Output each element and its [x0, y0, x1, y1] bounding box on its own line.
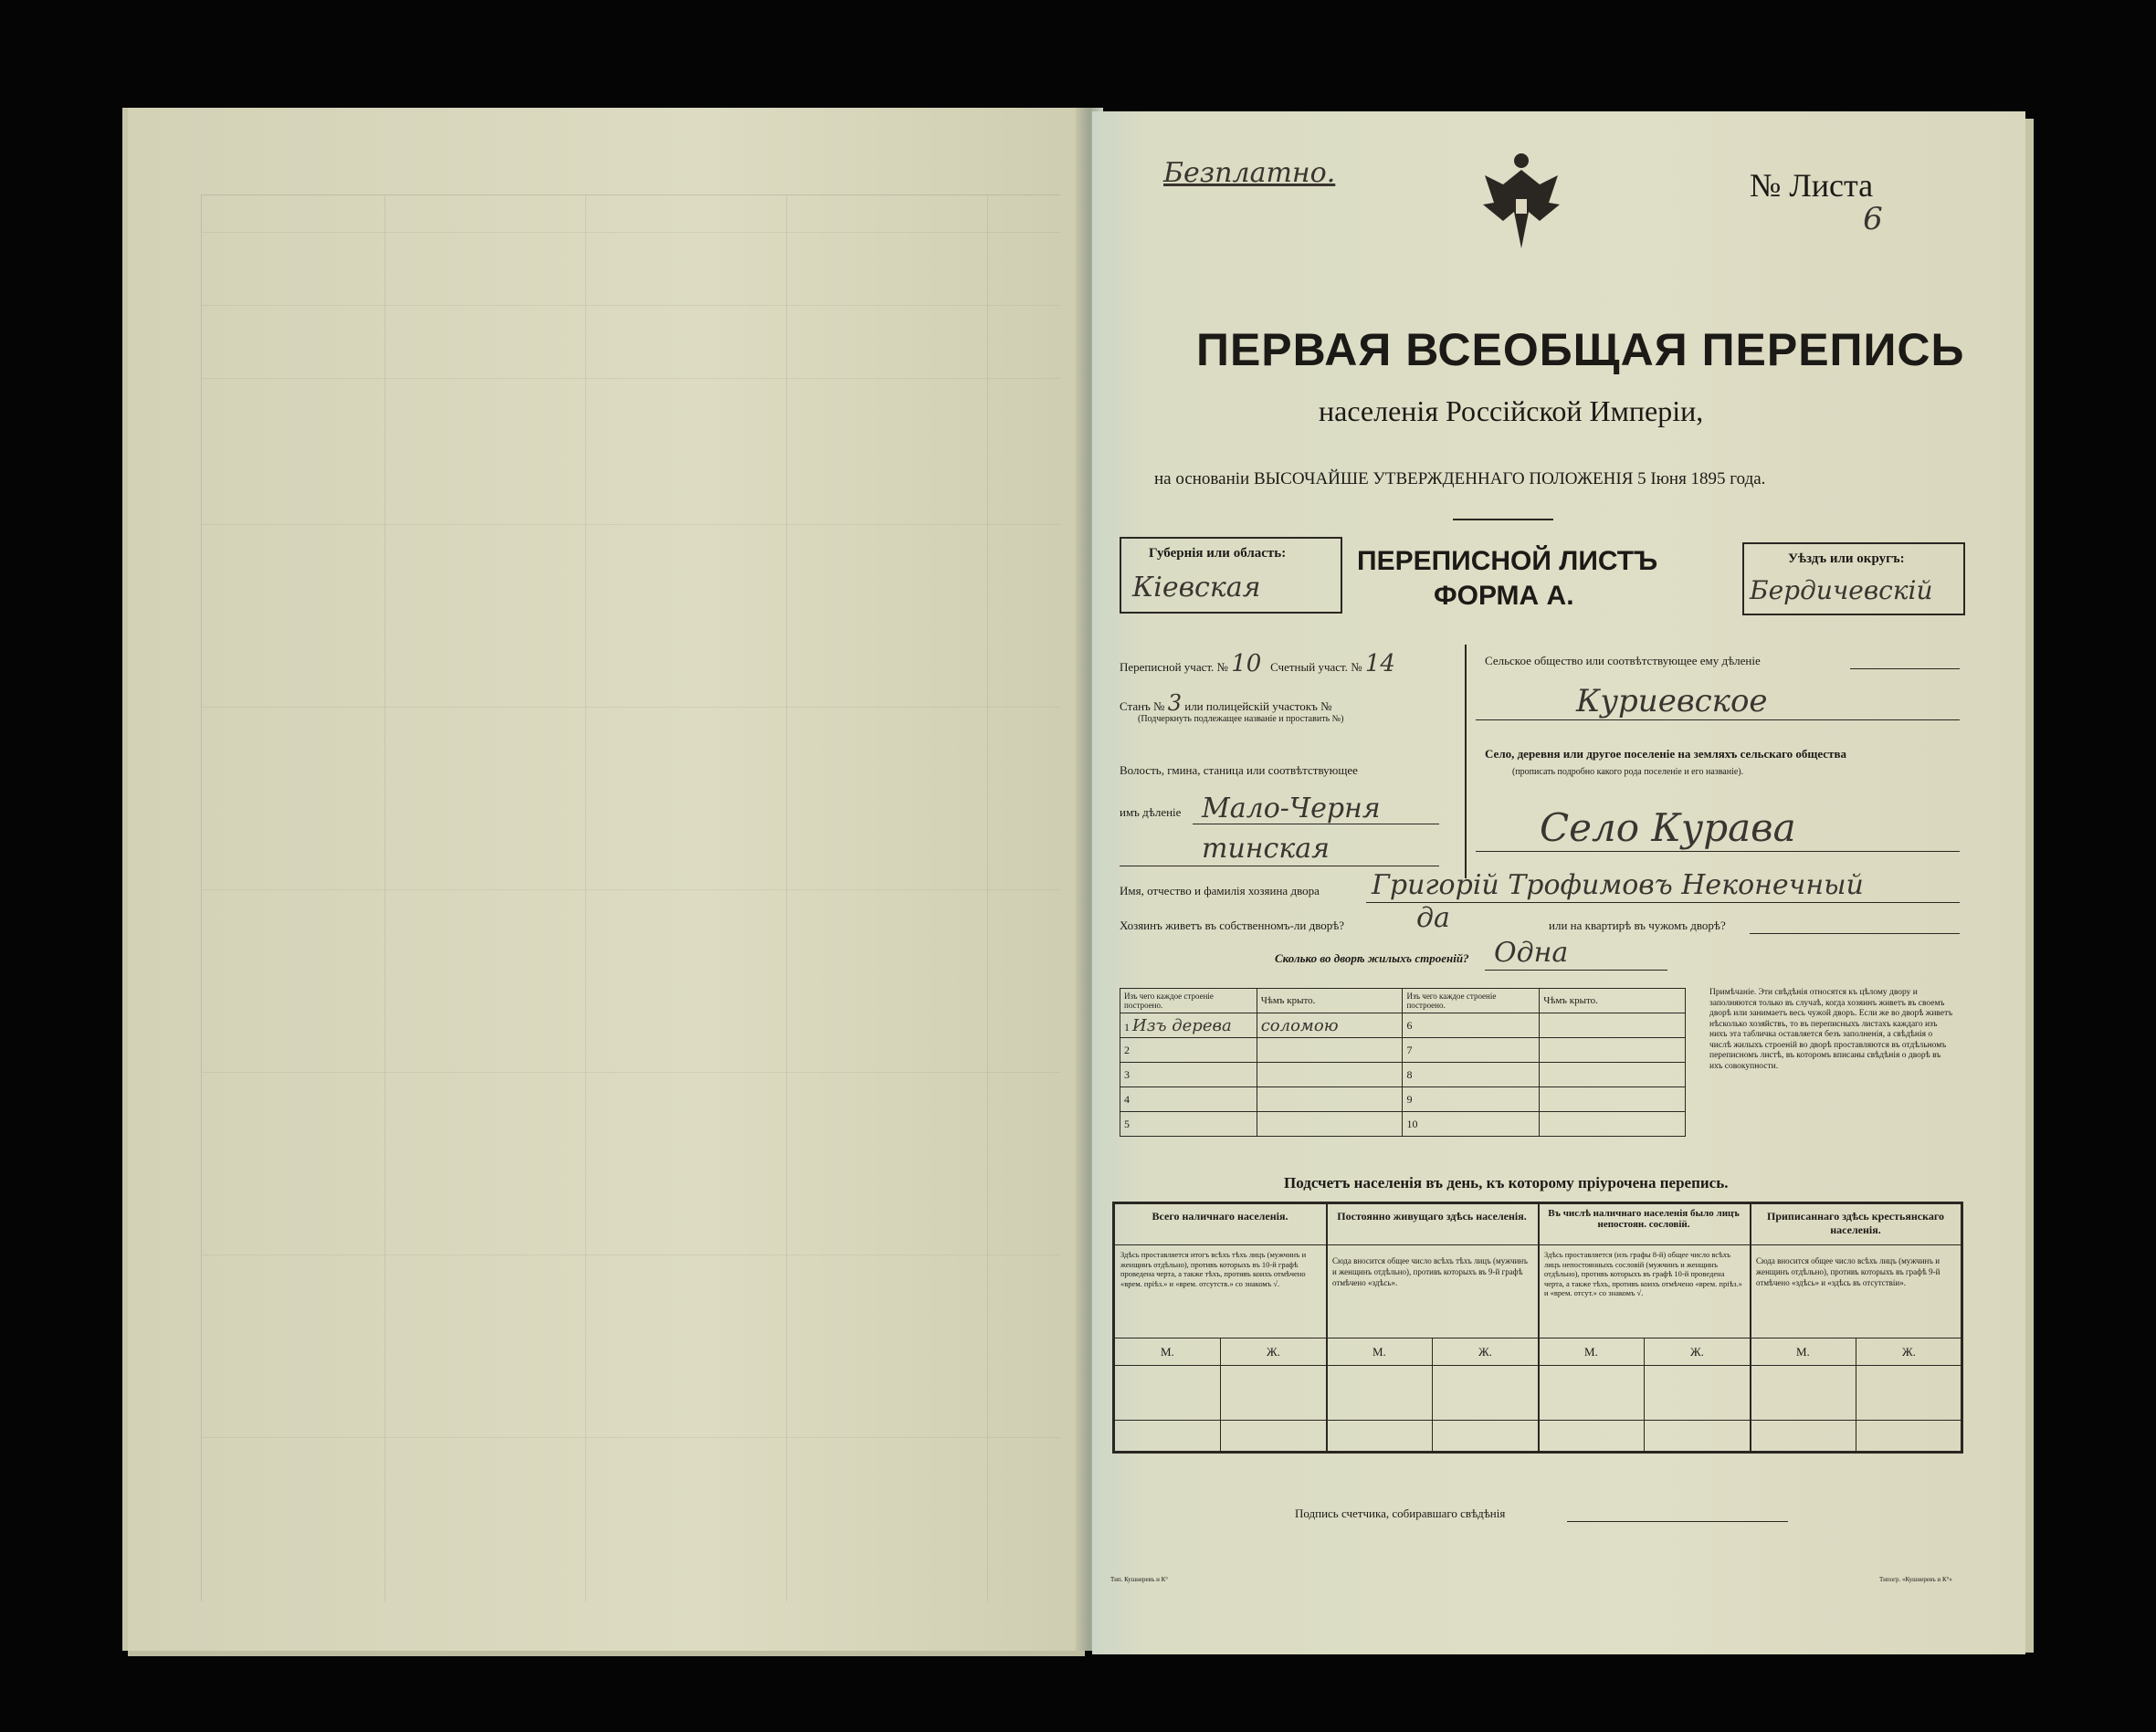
- signature-label: Подпись счетчика, собиравшаго свѣдѣнія: [1295, 1506, 1506, 1520]
- form-type-sub: ФОРМА А.: [1434, 581, 1574, 611]
- imperial-eagle-emblem: [1476, 148, 1567, 257]
- col-f: Ж.: [1690, 1345, 1704, 1359]
- col-m: М.: [1372, 1345, 1386, 1359]
- row-number: 8: [1403, 1063, 1540, 1087]
- volost-label-1: Волость, гмина, станица или соотвѣтствующее: [1120, 763, 1358, 777]
- sheet-number-value: 6: [1863, 201, 1883, 237]
- society-line-1: [1850, 668, 1960, 669]
- buildings-row: [1120, 1112, 1686, 1137]
- census-district: [1120, 650, 1395, 677]
- buildings-row: [1120, 1063, 1686, 1087]
- field-divider: [1465, 645, 1467, 878]
- count-desc-total: Здѣсь проставляется итогъ всѣхъ тѣхъ лицъ (мужчинъ и женщинъ отдѣльно), противъ которыхъ въ 10-й графѣ проведена черта, а также тѣхъ, противъ коихъ отмѣчено «врем. пріѣз.» и «врем. отсутств.» со знакомъ √.: [1120, 1250, 1307, 1288]
- village-value: Село Курава: [1540, 805, 1796, 850]
- lives-own-label: Хозяинъ живетъ въ собственномъ-ли дворѣ?: [1120, 918, 1345, 932]
- buildings-row: [1120, 1087, 1686, 1112]
- col-m: М.: [1796, 1345, 1810, 1359]
- volost-label-2: имъ дѣленіе: [1120, 805, 1182, 819]
- footer-right: Типогр. «Кушнеревъ и К°»: [1879, 1576, 1952, 1583]
- count-header-peasant: Приписаннаго здѣсь крестьянскаго населенія.: [1767, 1210, 1944, 1236]
- owner-line: [1366, 902, 1960, 903]
- stan-field: [1120, 690, 1331, 716]
- left-page: [128, 108, 1085, 1651]
- gubernia-box: [1120, 537, 1342, 614]
- form-basis: на основаніи ВЫСОЧАЙШЕ УТВЕРЖДЕННАГО ПОЛОЖЕНІЯ 5 Іюня 1895 года.: [1154, 469, 1766, 488]
- col-f: Ж.: [1267, 1345, 1280, 1359]
- form-title: ПЕРВАЯ ВСЕОБЩАЯ ПЕРЕПИСЬ: [1196, 324, 1965, 375]
- footer-left: Тип. Кушнеревъ и К°: [1110, 1576, 1169, 1583]
- row-number: 5: [1120, 1112, 1257, 1137]
- count-desc-permanent: Сюда вносится общее число всѣхъ тѣхъ лицъ (мужчинъ и женщинъ отдѣльно), противъ которыхъ въ 9-й графѣ отмѣчено «здѣсь».: [1332, 1256, 1528, 1287]
- buildings-line: [1485, 970, 1667, 971]
- stan-note: (Подчеркнуть подлежащее названіе и проставить №): [1138, 714, 1344, 724]
- gubernia-label: Губернія или область:: [1149, 546, 1287, 561]
- row-number: 9: [1403, 1087, 1540, 1112]
- stan-label: Станъ №: [1120, 699, 1165, 713]
- buildings-row: [1120, 1038, 1686, 1063]
- free-label: Безплатно.: [1163, 157, 1336, 189]
- count-header-permanent: Постоянно живущаго здѣсь населенія.: [1337, 1210, 1527, 1223]
- col-f: Ж.: [1478, 1345, 1492, 1359]
- row-number: 2: [1120, 1038, 1257, 1063]
- society-value: Куриевское: [1576, 683, 1768, 719]
- buildings-col-roof-2: Чѣмъ крыто.: [1540, 989, 1686, 1013]
- count-header-total: Всего наличнаго населенія.: [1152, 1210, 1288, 1223]
- society-line-2: [1476, 719, 1960, 720]
- buildings-table: [1120, 988, 1686, 1137]
- count-header-nonpermanent: Въ числѣ наличнаго населенія было лицъ непостоян. сословій.: [1548, 1208, 1740, 1230]
- count-desc-peasant: Сюда вносится общее число всѣхъ лицъ (мужчинъ и женщинъ отдѣльно), противъ которыхъ въ графѣ 9-й отмѣчено «здѣсь» и «здѣсь въ отсутствіи».: [1756, 1256, 1940, 1287]
- col-m: М.: [1584, 1345, 1598, 1359]
- volost-value-2: тинская: [1202, 833, 1330, 865]
- form-type-title: ПЕРЕПИСНОЙ ЛИСТЪ: [1357, 546, 1658, 576]
- uezd-label: Уѣздъ или округъ:: [1788, 551, 1905, 566]
- row-number: 4: [1120, 1087, 1257, 1112]
- signature-line: [1567, 1521, 1788, 1522]
- buildings-row: [1120, 1013, 1686, 1038]
- village-note: (прописать подробно какого рода поселеніе и его названіе).: [1512, 767, 1744, 777]
- row-number: 10: [1403, 1112, 1540, 1137]
- form-subtitle: населенія Россійской Имперіи,: [1319, 394, 1704, 427]
- row-roof: соломою: [1257, 1013, 1403, 1038]
- count-table: [1112, 1202, 1963, 1454]
- village-label: Село, деревня или другое поселеніе на земляхъ сельскаго общества: [1485, 747, 1846, 761]
- row-number: 7: [1403, 1038, 1540, 1063]
- buildings-col-material: Изъ чего каждое строеніе построено.: [1120, 989, 1257, 1013]
- sheet-number-label: № Листа: [1750, 167, 1874, 204]
- owner-value: Григорій Трофимовъ Неконечный: [1372, 869, 1864, 901]
- lives-rent-line: [1750, 933, 1960, 934]
- society-label: Сельское общество или соотвѣтствующее ему дѣленіе: [1485, 654, 1761, 667]
- note-text: Примѣчаніе. Эти свѣдѣнія относятся къ цѣлому двору и заполняются только въ случаѣ, когда хозяинъ живетъ въ своемъ дворѣ или занимаетъ весь чужой дворъ. Если же во дворѣ живетъ нѣсколько хозяйствъ, то въ переписныхъ листахъ каждаго изъ нихъ эта табличка оставляется безъ заполненія, а свѣдѣнія о числѣ жилыхъ строеній во дворѣ проставляются въ отдѣльномъ переписномъ листѣ, въ которомъ вписаны свѣдѣнія о дворѣ въ ихъ совокупности.: [1709, 988, 1953, 1071]
- row-number: 1: [1124, 1020, 1130, 1034]
- lives-own-value: да: [1416, 902, 1450, 934]
- census-form-page: [1092, 111, 2025, 1654]
- uezd-box: [1742, 542, 1965, 615]
- row-number: 6: [1403, 1013, 1540, 1038]
- ornament-divider: [1453, 519, 1553, 520]
- buildings-value: Одна: [1494, 937, 1569, 969]
- bleed-through-grid: [201, 194, 1060, 1601]
- count-title: Подсчетъ населенія въ день, къ которому пріурочена перепись.: [1284, 1174, 1729, 1191]
- gubernia-value: Кіевская: [1132, 572, 1261, 604]
- row-material: Изъ дерева: [1132, 1015, 1232, 1035]
- census-district-label: Переписной участ. №: [1120, 660, 1228, 674]
- col-f: Ж.: [1902, 1345, 1916, 1359]
- counting-district-label: Счетный участ. №: [1270, 660, 1362, 674]
- col-m: М.: [1161, 1345, 1174, 1359]
- buildings-col-material-2: Изъ чего каждое строеніе построено.: [1403, 989, 1540, 1013]
- counting-district-value: 14: [1364, 650, 1395, 677]
- buildings-col-roof: Чѣмъ крыто.: [1257, 989, 1403, 1013]
- village-line: [1476, 851, 1960, 852]
- owner-label: Имя, отчество и фамилія хозяина двора: [1120, 884, 1320, 897]
- row-number: 3: [1120, 1063, 1257, 1087]
- count-desc-nonpermanent: Здѣсь проставляется (изъ графы 8-й) общее число всѣхъ лицъ непостоянныхъ сословій (мужчинъ и женщинъ отдѣльно), противъ которыхъ въ графѣ 10-й проведена черта, а также тѣхъ, противъ коихъ отмѣчено «врем. пріѣз.» и «врем. отсут.» со знакомъ √.: [1544, 1250, 1742, 1297]
- stan-rest: или полицейскій участокъ №: [1184, 699, 1332, 713]
- sheet-number: [1750, 166, 1901, 237]
- lives-rent-label: или на квартирѣ въ чужомъ дворѣ?: [1549, 918, 1726, 932]
- census-district-value: 10: [1231, 650, 1262, 677]
- stan-value: 3: [1167, 690, 1182, 716]
- buildings-label: Сколько во дворѣ жилыхъ строеній?: [1275, 951, 1469, 965]
- uezd-value: Бердичевскій: [1750, 575, 1933, 605]
- volost-value-1: Мало-Черня: [1202, 793, 1381, 824]
